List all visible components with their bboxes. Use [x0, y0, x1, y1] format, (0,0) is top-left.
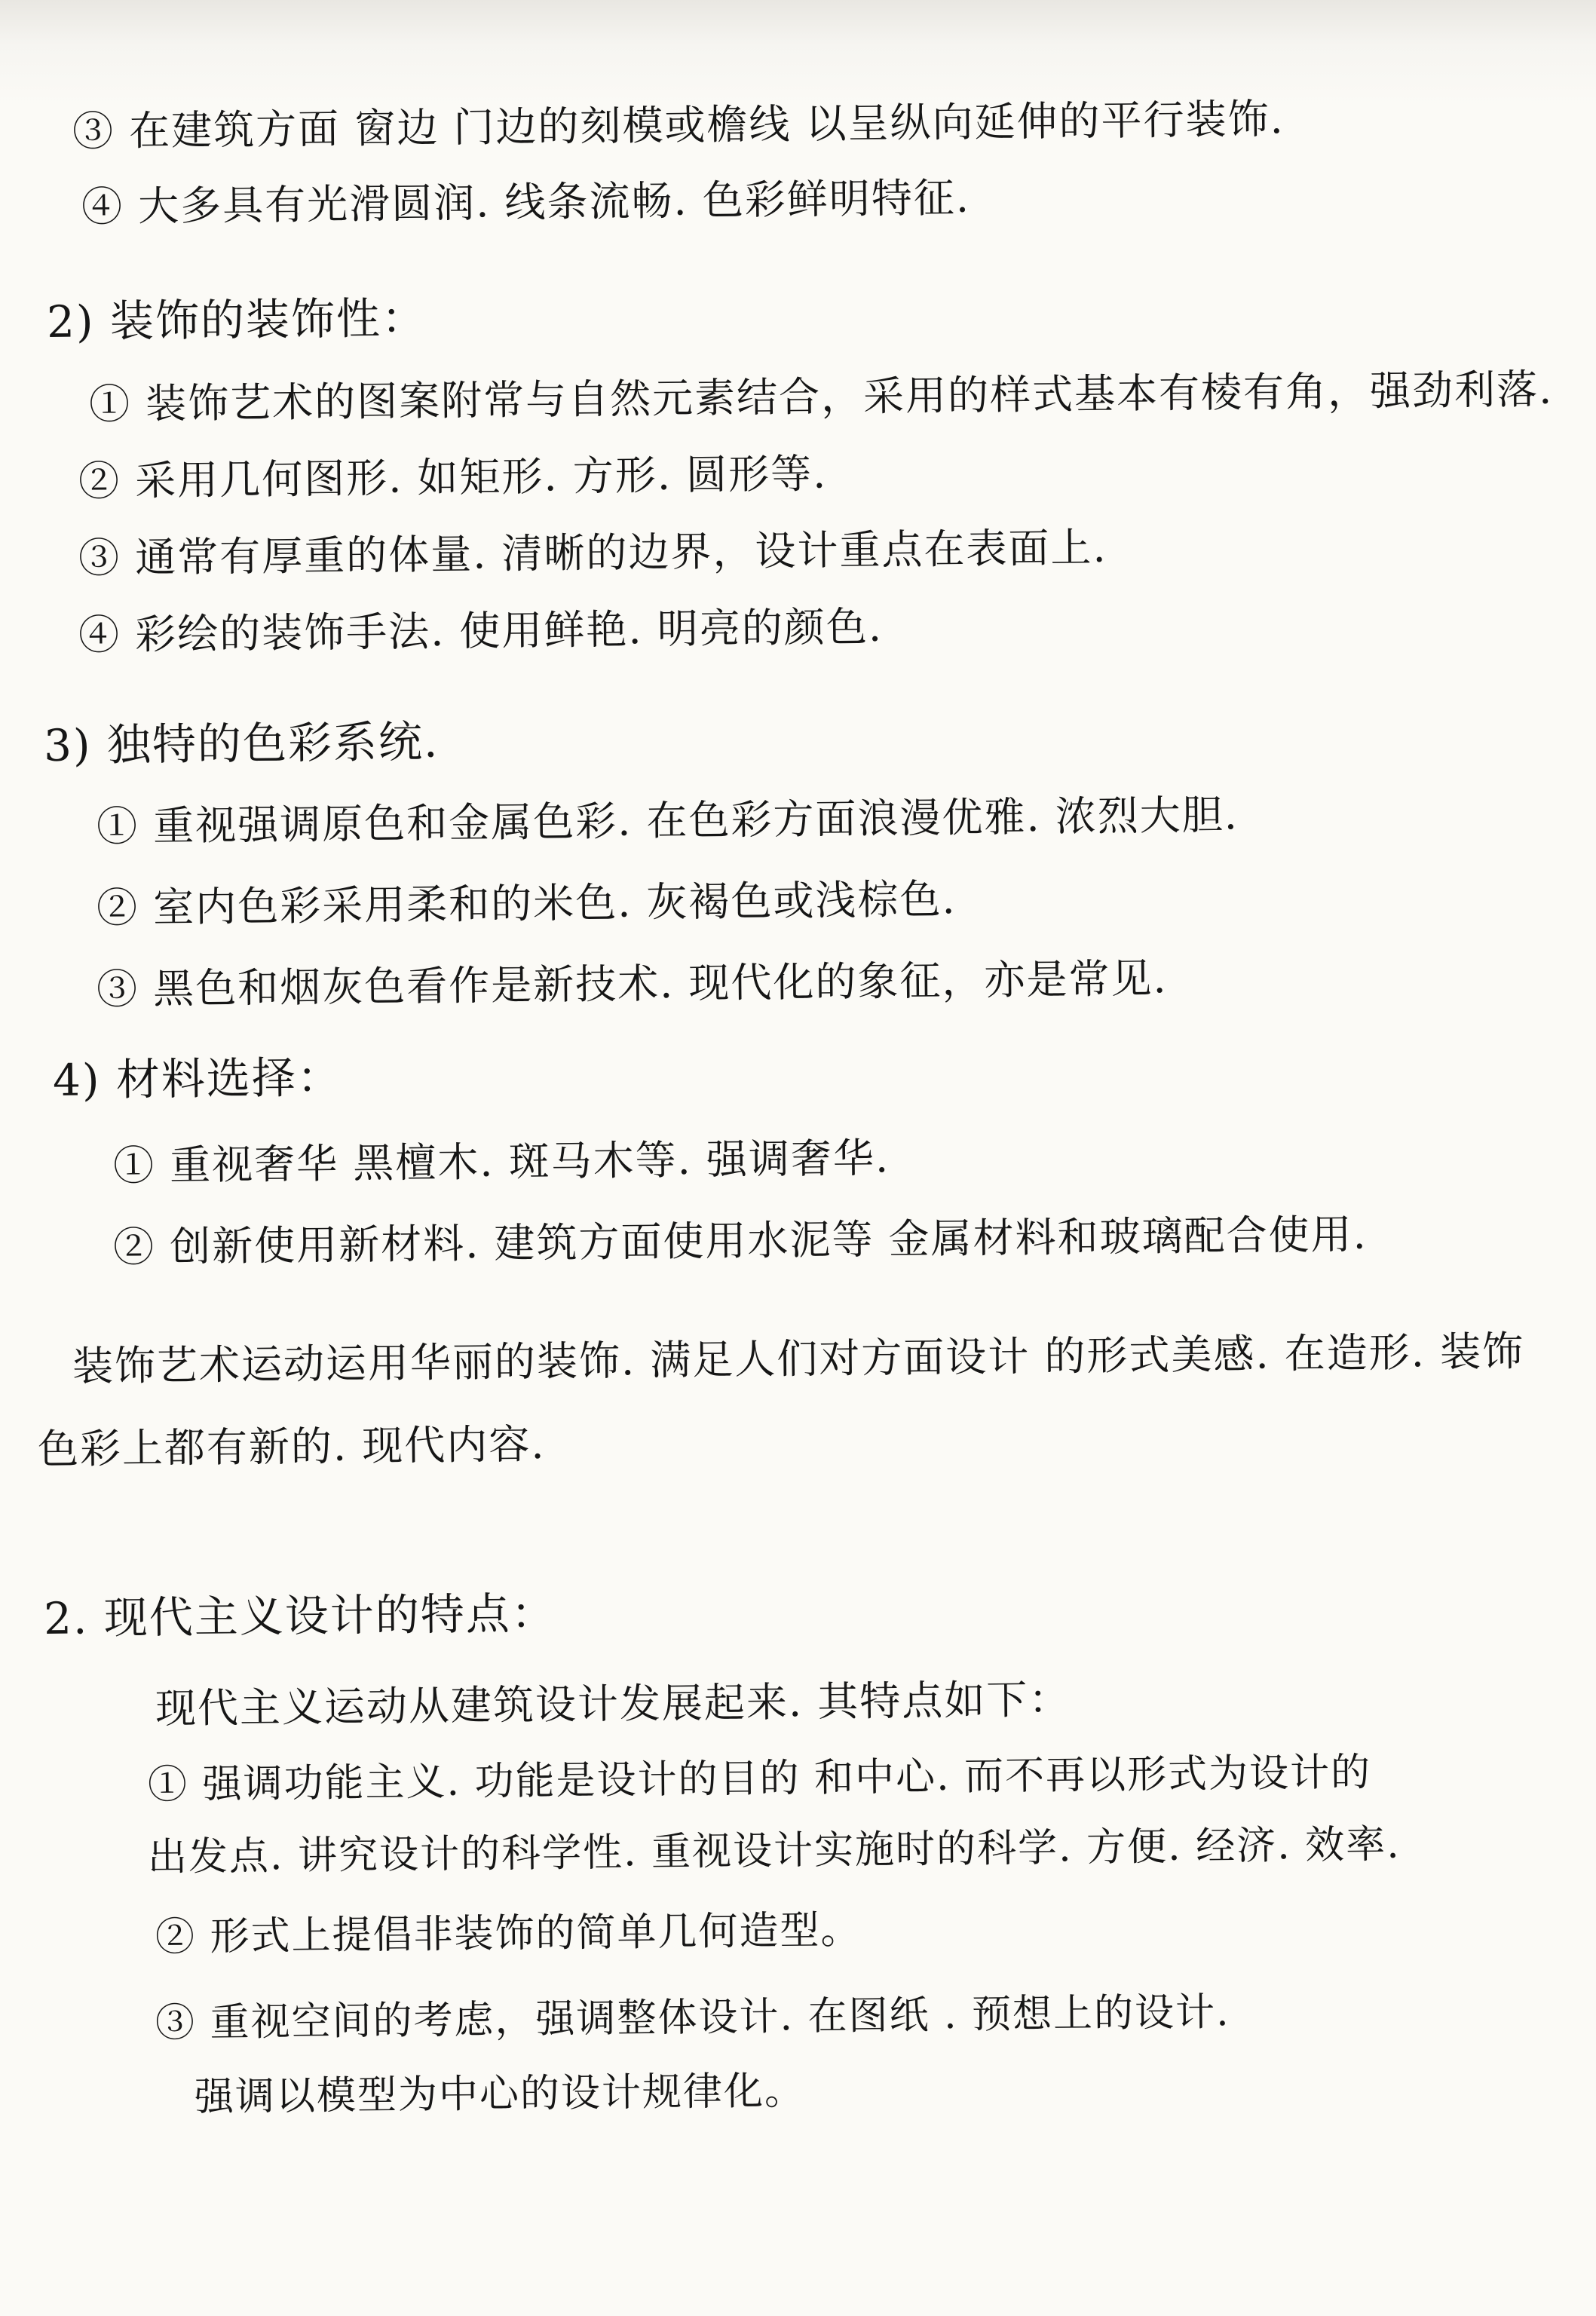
note-line-8: ② 室内色彩采用柔和的米色. 灰褐色或浅棕色. [96, 875, 957, 932]
note-line-9: ③ 黑色和烟灰色看作是新技术. 现代化的象征，亦是常见. [96, 954, 1168, 1013]
section-heading-2: 2) 装饰的装饰性： [46, 292, 427, 348]
note-line-1: ③ 在建筑方面 窗边 门边的刻模或檐线 以呈纵向延伸的平行装饰. [72, 95, 1285, 155]
note-line-3: ① 装饰艺术的图案附常与自然元素结合，采用的样式基本有棱有角，强劲利落. [88, 365, 1554, 428]
note-line-13: 出发点. 讲究设计的科学性. 重视设计实施时的科学. 方便. 经济. 效率. [147, 1821, 1401, 1880]
note-line-14: ② 形式上提倡非装饰的简单几何造型。 [155, 1907, 862, 1960]
note-line-10: ① 重视奢华 黑檀木. 斑马木等. 强调奢华. [112, 1134, 890, 1190]
paragraph-line-2: 色彩上都有新的. 现代内容. [37, 1420, 546, 1473]
paragraph-line-1: 装饰艺术运动运用华丽的装饰. 满足人们对方面设计 的形式美感. 在造形. 装饰 [72, 1327, 1525, 1390]
note-line-12: ① 强调功能主义. 功能是设计的目的 和中心. 而不再以形式为设计的 [147, 1750, 1372, 1808]
note-line-2: ④ 大多具有光滑圆润. 线条流畅. 色彩鲜明特征. [81, 173, 971, 231]
intro-line: 现代主义运动从建筑设计发展起来. 其特点如下： [155, 1675, 1071, 1732]
note-line-6: ④ 彩绘的装饰手法. 使用鲜艳. 明亮的颜色. [78, 602, 884, 659]
section-heading-4: 4) 材料选择： [52, 1051, 343, 1106]
note-line-7: ① 重视强调原色和金属色彩. 在色彩方面浪漫优雅. 浓烈大胆. [96, 791, 1239, 850]
section-heading-3: 3) 独特的色彩系统. [43, 715, 440, 771]
section-heading-2-modernism: 2. 现代主义设计的特点： [43, 1587, 557, 1644]
note-line-16: 强调以模型为中心的设计规律化。 [194, 2068, 806, 2120]
note-line-15: ③ 重视空间的考虑，强调整体设计. 在图纸 . 预想上的设计. [155, 1990, 1230, 2046]
note-line-4: ② 采用几何图形. 如矩形. 方形. 圆形等. [78, 449, 828, 505]
note-line-11: ② 创新使用新材料. 建筑方面使用水泥等 金属材料和玻璃配合使用. [112, 1210, 1368, 1271]
note-line-5: ③ 通常有厚重的体量. 清晰的边界，设计重点在表面上. [78, 523, 1107, 582]
